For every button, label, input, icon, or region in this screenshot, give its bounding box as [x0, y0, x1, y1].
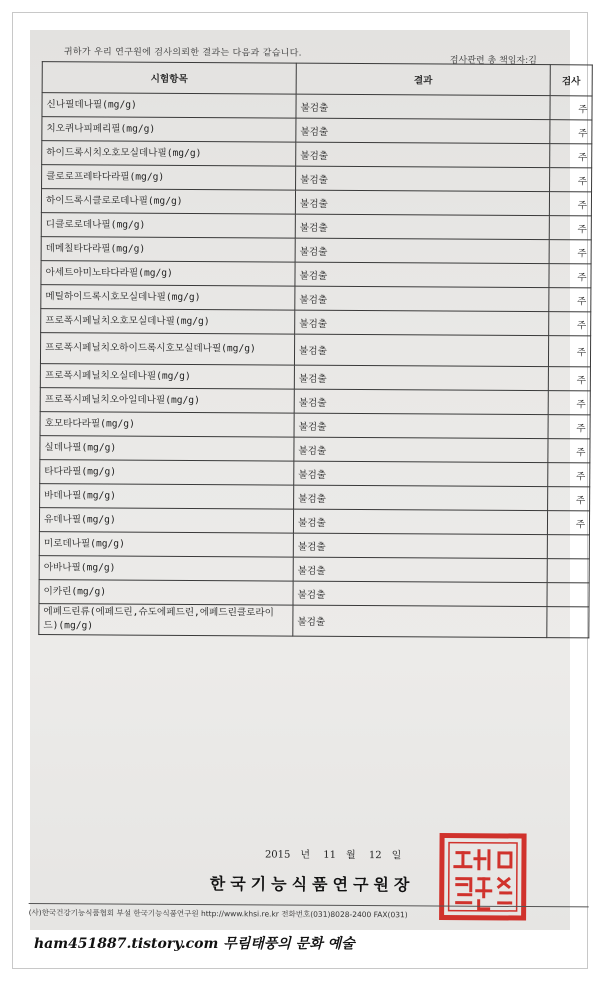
- table-row: [40, 333, 590, 367]
- row-result: 불검출: [293, 581, 547, 607]
- table-row: [39, 604, 589, 638]
- row-inspection: 주: [549, 192, 591, 216]
- row-result: 불검출: [296, 166, 550, 192]
- row-inspection: 주: [550, 168, 592, 192]
- table-row: [41, 213, 591, 240]
- row-result: 불검출: [293, 605, 547, 638]
- row-result: 불검출: [295, 238, 549, 264]
- row-test-item: 프로폭시페닐치오호모실데나필(mg/g): [41, 309, 295, 335]
- results-table: [38, 61, 592, 638]
- institute-name: 한국기능식품연구원장: [209, 874, 415, 895]
- table-row: [42, 141, 592, 168]
- table-row: [39, 508, 589, 535]
- table-row: [40, 436, 590, 463]
- row-test-item: 하이드록시클로로데나필(mg/g): [41, 189, 295, 215]
- row-result: 불검출: [296, 142, 550, 168]
- row-result: 불검출: [294, 485, 548, 511]
- blog-watermark: ham451887.tistory.com 무림태풍의 문화 예술: [34, 936, 355, 952]
- row-inspection: [547, 535, 589, 559]
- row-result: 불검출: [293, 533, 547, 559]
- row-inspection: 주: [549, 312, 591, 336]
- row-test-item: 프로폭시페닐치오아일데나필(mg/g): [40, 388, 294, 414]
- date-day-unit: 일: [391, 850, 402, 862]
- row-result: 불검출: [294, 365, 548, 391]
- table-row: [40, 412, 590, 439]
- row-test-item: 실데나필(mg/g): [40, 436, 294, 462]
- row-inspection: 주: [548, 487, 590, 511]
- row-inspection: 주: [549, 264, 591, 288]
- table-row: [39, 556, 589, 583]
- row-inspection: 주: [549, 216, 591, 240]
- row-test-item: 신나필데나필(mg/g): [42, 93, 296, 119]
- date-month-unit: 월: [345, 849, 356, 862]
- row-result: 불검출: [295, 262, 549, 288]
- table-row: [41, 189, 591, 216]
- row-result: 불검출: [295, 214, 549, 240]
- row-test-item: 미로데나필(mg/g): [39, 532, 293, 558]
- table-row: [41, 309, 591, 336]
- row-test-item: 디클로로데나필(mg/g): [41, 213, 295, 239]
- row-test-item: 바데나필(mg/g): [40, 484, 294, 510]
- row-inspection: [547, 583, 589, 607]
- table-row: [40, 388, 590, 415]
- row-test-item: 프로폭시페닐치오실데나필(mg/g): [40, 364, 294, 390]
- row-result: 불검출: [296, 94, 550, 120]
- row-result: 불검출: [295, 190, 549, 216]
- header-test-item: 시험항목: [42, 62, 296, 95]
- header-inspection: 검사: [550, 65, 592, 96]
- row-inspection: 주: [548, 439, 590, 463]
- table-row: [40, 364, 590, 391]
- row-inspection: 주: [548, 463, 590, 487]
- table-row: [40, 484, 590, 511]
- row-inspection: 주: [550, 120, 592, 144]
- certificate-paper: [25, 30, 610, 934]
- row-test-item: 이카린(mg/g): [39, 580, 293, 606]
- table-row: [42, 165, 592, 192]
- row-test-item: 하이드록시치오호모실데나필(mg/g): [42, 141, 296, 167]
- table-row: [41, 237, 591, 264]
- row-inspection: 주: [549, 240, 591, 264]
- header-result: 결과: [296, 63, 550, 96]
- row-result: 불검출: [295, 310, 549, 336]
- row-test-item: 유데나필(mg/g): [39, 508, 293, 534]
- row-inspection: 주: [550, 144, 592, 168]
- row-result: 불검출: [296, 118, 550, 144]
- table-row: [42, 117, 592, 144]
- table-row: [42, 93, 592, 120]
- row-inspection: 주: [548, 415, 590, 439]
- row-inspection: 주: [548, 336, 590, 367]
- date-year: 2015: [264, 849, 291, 861]
- row-test-item: 아바나필(mg/g): [39, 556, 293, 582]
- row-test-item: 메틸하이드록시호모실데나필(mg/g): [41, 285, 295, 311]
- table-row: [41, 285, 591, 312]
- date-month: 11: [323, 849, 337, 861]
- row-test-item: 에페드린류(에페드린,슈도에페드린,에페드린클로라이드)(mg/g): [39, 604, 293, 637]
- row-result: 불검출: [294, 334, 548, 367]
- row-result: 불검출: [293, 557, 547, 583]
- row-test-item: 타다라필(mg/g): [40, 460, 294, 486]
- row-inspection: 주: [550, 96, 592, 120]
- manager-label: 검사관련 총 책임자:김: [449, 55, 537, 67]
- row-test-item: 클로로프레타다라필(mg/g): [42, 165, 296, 191]
- row-inspection: [547, 559, 589, 583]
- row-test-item: 데메칠타다라필(mg/g): [41, 237, 295, 263]
- row-test-item: 아세트아미노타다라필(mg/g): [41, 261, 295, 287]
- row-result: 불검출: [294, 437, 548, 463]
- row-result: 불검출: [294, 461, 548, 487]
- row-inspection: 주: [547, 511, 589, 535]
- table-row: [39, 532, 589, 559]
- row-result: 불검출: [295, 286, 549, 312]
- table-row: [41, 261, 591, 288]
- issue-date: [265, 845, 411, 861]
- row-result: 불검출: [294, 389, 548, 415]
- row-test-item: 치오퀴나피페리필(mg/g): [42, 117, 296, 143]
- row-inspection: 주: [548, 391, 590, 415]
- date-year-unit: 년: [300, 849, 311, 861]
- row-test-item: 호모타다라필(mg/g): [40, 412, 294, 438]
- table-row: [39, 580, 589, 607]
- row-test-item: 프로폭시페닐치오하이드록시호모실데나필(mg/g): [40, 333, 294, 366]
- row-result: 불검출: [293, 509, 547, 535]
- row-inspection: 주: [549, 288, 591, 312]
- intro-text: 귀하가 우리 연구원에 검사의뢰한 결과는 다음과 같습니다.: [63, 47, 302, 59]
- row-inspection: [547, 607, 589, 638]
- date-day: 12: [368, 850, 382, 862]
- row-inspection: 주: [548, 367, 590, 391]
- row-result: 불검출: [294, 413, 548, 439]
- footer-contact: (사)한국건강기능식품협회 부설 한국기능식품연구원 http://www.khsi.re.kr 전화번호(031)8028-2400 FAX(031): [29, 903, 589, 921]
- table-row: [40, 460, 590, 487]
- document-photo: [28, 30, 588, 930]
- table-header-row: [42, 62, 592, 96]
